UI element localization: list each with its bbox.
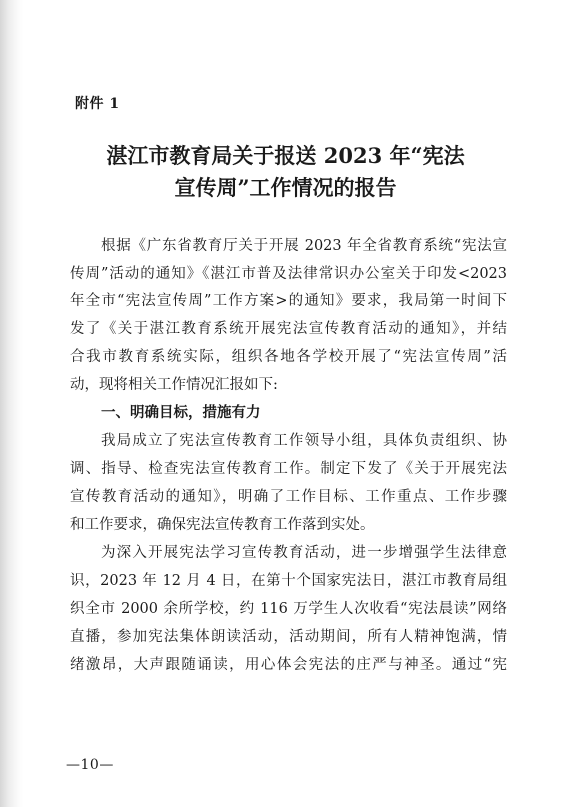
- paragraph-3-line: 绪激昂，大声跟随诵读，用心体会宪法的庄严与神圣。通过“宪: [70, 657, 507, 673]
- paragraph-1-line: 根据《广东省教育厅关于开展 2023 年全省教育系统“宪法宣: [101, 238, 507, 254]
- paragraph-2-line: 我局成立了宪法宣传教育工作领导小组，具体负责组织、协: [101, 433, 507, 449]
- paragraph-1-line: 动，现将相关工作情况汇报如下:: [70, 377, 278, 393]
- paragraph-2-line: 调、指导、检查宪法宣传教育工作。制定下发了《关于开展宪法: [70, 461, 507, 477]
- paragraph-1-line: 年全市“宪法宣传周”工作方案>的通知》要求，我局第一时间下: [70, 293, 507, 309]
- paragraph-3-line: 织全市 2000 余所学校，约 116 万学生人次收看“宪法晨读”网络: [70, 601, 507, 617]
- paragraph-3-line: 为深入开展宪法学习宣传教育活动，进一步增强学生法律意: [101, 545, 507, 561]
- paragraph-1-line: 传周”活动的通知》《湛江市普及法律常识办公室关于印发<2023: [70, 266, 507, 282]
- section-heading-1: 一、明确目标，措施有力: [101, 404, 261, 421]
- paragraph-1-line: 合我市教育系统实际，组织各地各学校开展了“宪法宣传周”活: [70, 349, 507, 365]
- document-title-line-2: 宣传周”工作情况的报告: [174, 175, 397, 200]
- paragraph-3-line: 直播，参加宪法集体朗读活动，活动期间，所有人精神饱满，情: [70, 629, 507, 645]
- paragraph-1-line: 发了《关于湛江教育系统开展宪法宣传教育活动的通知》，并结: [70, 321, 507, 337]
- document-title-line-1: 湛江市教育局关于报送 2023 年“宪法: [106, 143, 465, 168]
- paragraph-2-line: 宣传教育活动的通知》，明确了工作目标、工作重点、工作步骤: [70, 489, 507, 505]
- attachment-label: 附件 1: [75, 96, 120, 112]
- page-number: —10—: [66, 757, 114, 773]
- paragraph-2-line: 和工作要求，确保宪法宣传教育工作落到实处。: [70, 517, 375, 533]
- paragraph-3-line: 识，2023 年 12 月 4 日，在第十个国家宪法日，湛江市教育局组: [70, 573, 507, 589]
